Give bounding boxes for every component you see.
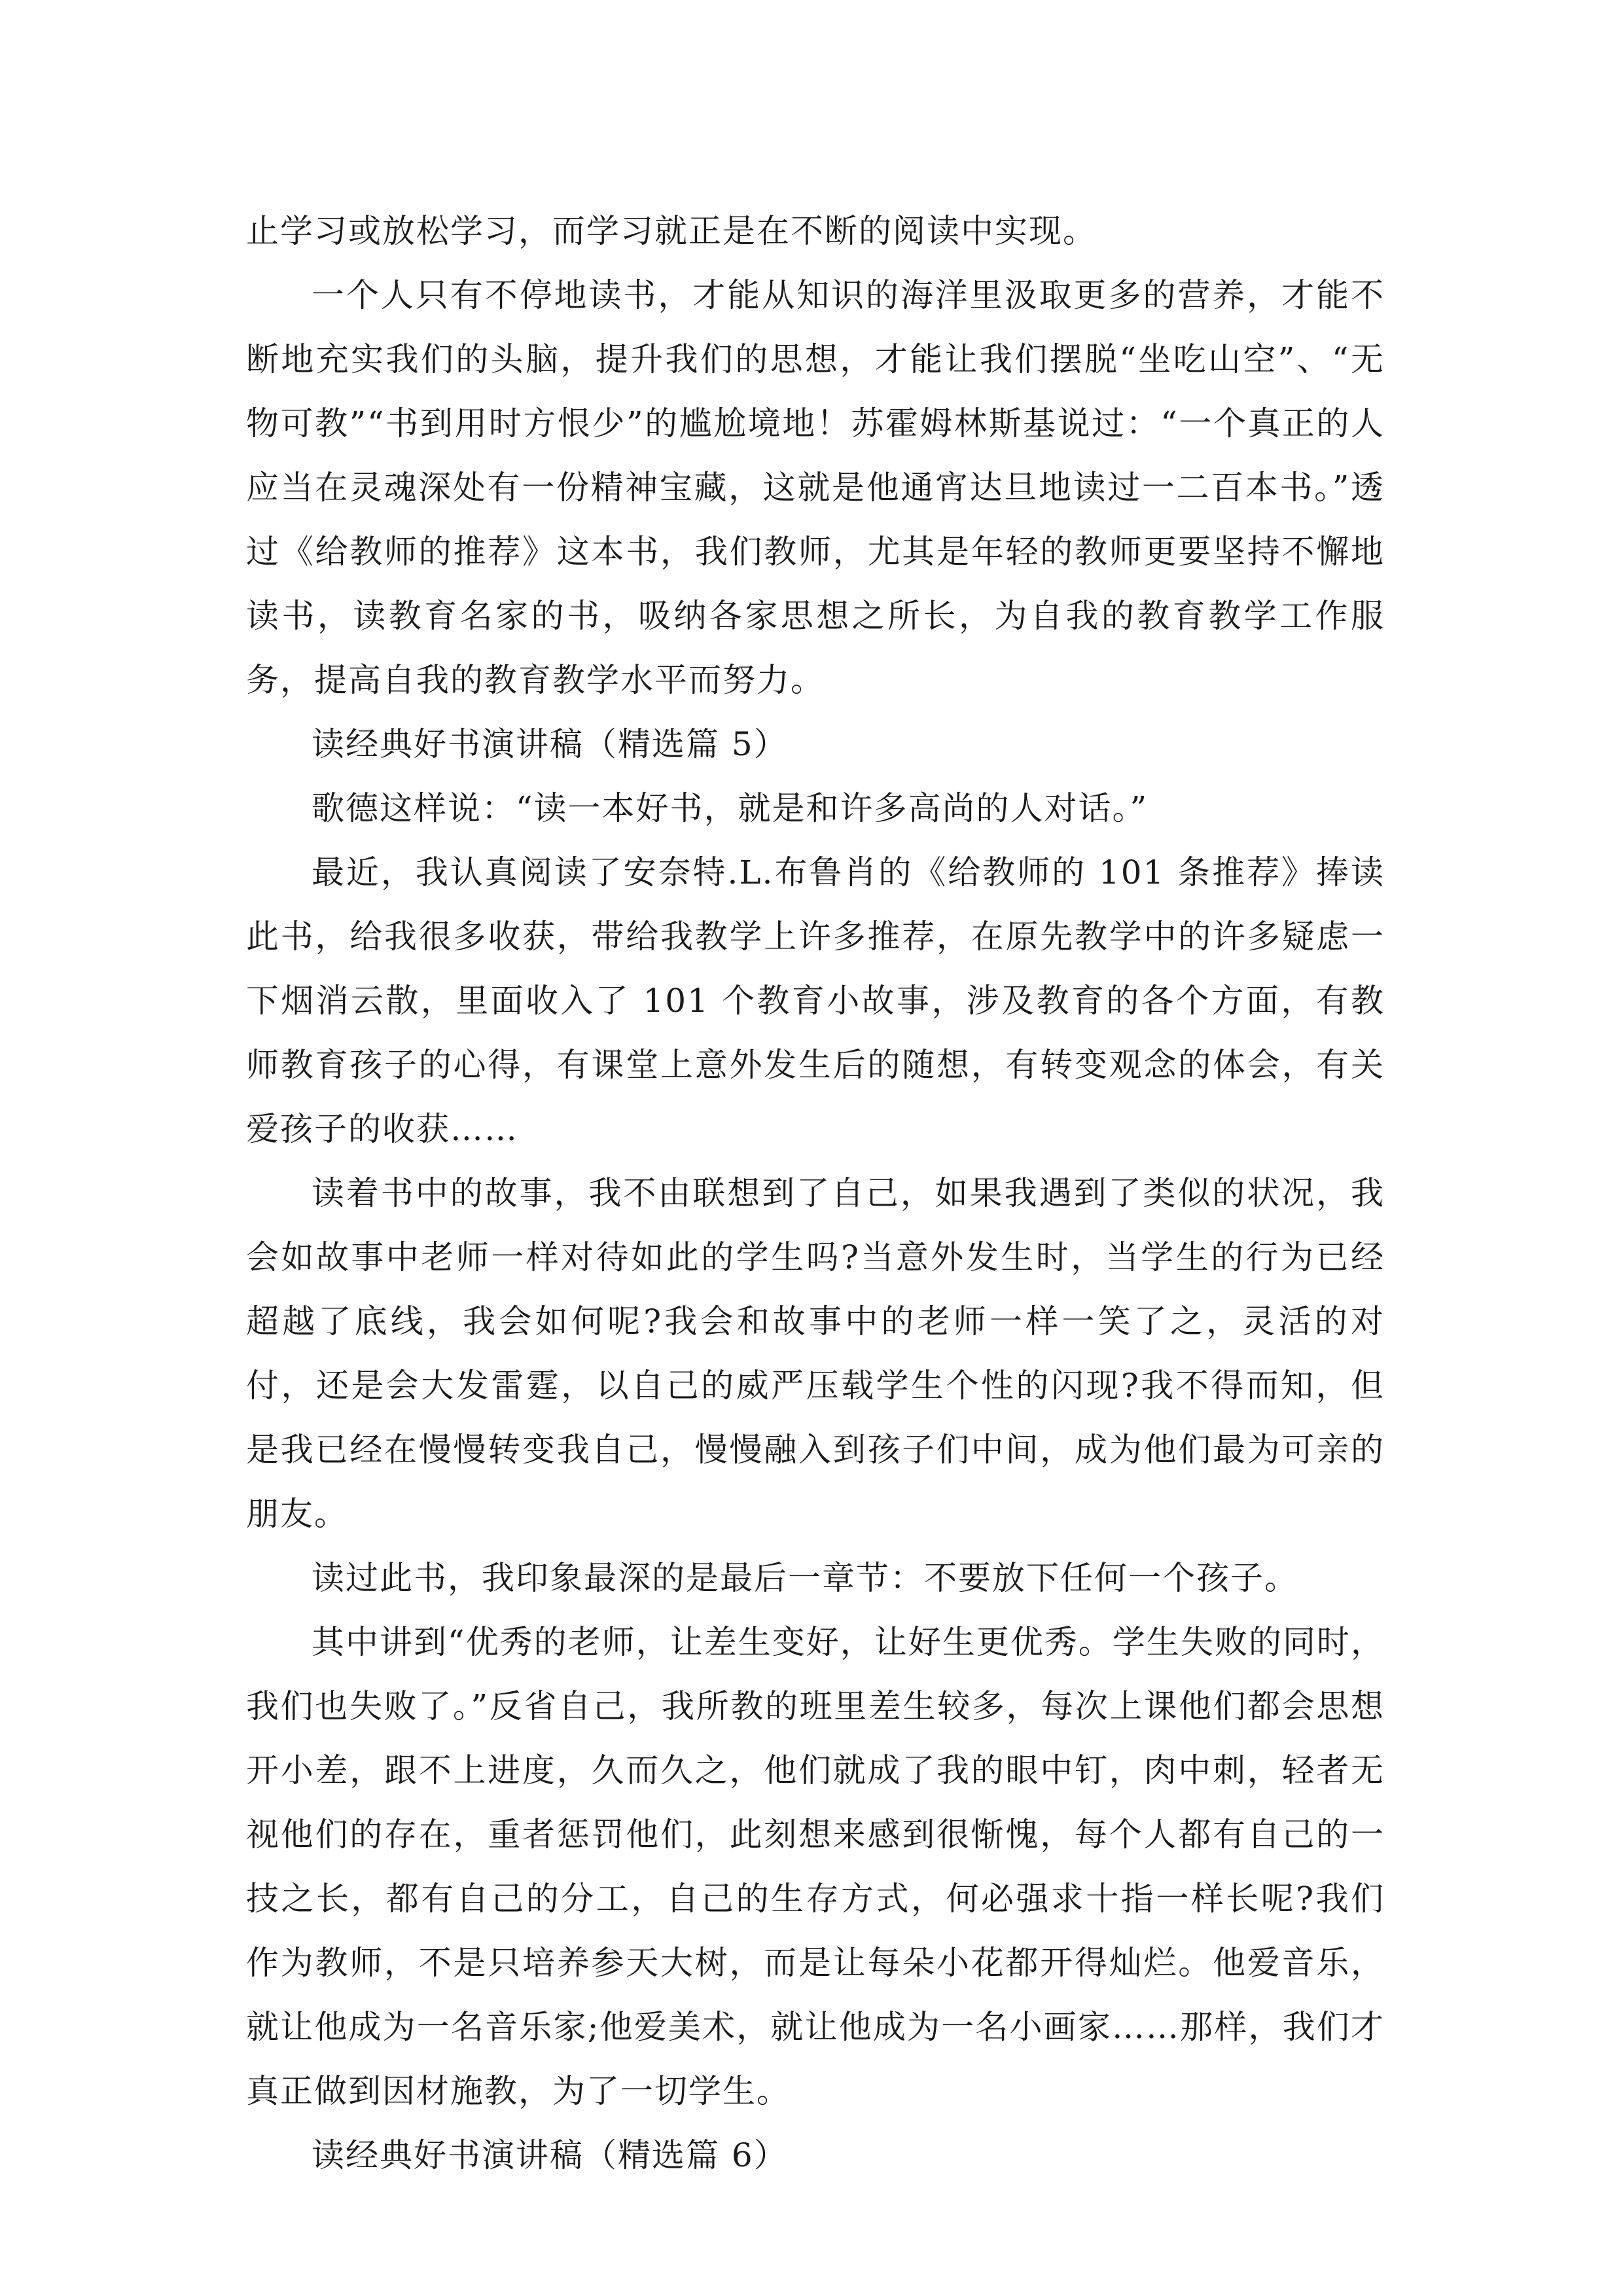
paragraph-book-reading: 最近，我认真阅读了安奈特.L.布鲁肖的《给教师的 101 条推荐》捧读此书，给我很多收获，带给我教学上许多推荐，在原先教学中的许多疑虑一下烟消云散，里面收入了 101 个教育小故事，涉及教育的各个方面，有教师教育孩子的心得，有课堂上意外发生后的随想，有转变观念的体会，有关爱孩子的收获…… xyxy=(246,853,1385,1148)
paragraph-last-chapter: 读过此书，我印象最深的是最后一章节：不要放下任何一个孩子。 xyxy=(312,1559,1298,1597)
section-heading-5: 读经典好书演讲稿（精选篇 5） xyxy=(312,725,788,763)
paragraph-reflection: 读着书中的故事，我不由联想到了自己，如果我遇到了类似的状况，我会如故事中老师一样对待如此的学生吗?当意外发生时，当学生的行为已经超越了底线，我会如何呢?我会和故事中的老师一样一笑了之，灵活的对付，还是会大发雷霆，以自己的威严压载学生个性的闪现?我不得而知，但是我已经在慢慢转变我自己，慢慢融入到孩子们中间，成为他们最为可亲的朋友。 xyxy=(246,1174,1385,1533)
paragraph-continuation: 止学习或放松学习，而学习就正是在不断的阅读中实现。 xyxy=(246,212,1097,250)
paragraph-reading-importance: 一个人只有不停地读书，才能从知识的海洋里汲取更多的营养，才能不断地充实我们的头脑，提升我们的思想，才能让我们摆脱“坐吃山空”、“无物可教”“书到用时方恨少”的尴尬境地！苏霍姆林斯基说过：“一个真正的人应当在灵魂深处有一份精神宝藏，这就是他通宵达旦地读过一二百本书。”透过《给教师的推荐》这本书，我们教师，尤其是年轻的教师更要坚持不懈地读书，读教育名家的书，吸纳各家思想之所长，为自我的教育教学工作服务，提高自我的教育教学水平而努力。 xyxy=(246,276,1385,699)
paragraph-excellent-teacher: 其中讲到“优秀的老师，让差生变好，让好生更优秀。学生失败的同时，我们也失败了。”反省自己，我所教的班里差生较多，每次上课他们都会思想开小差，跟不上进度，久而久之，他们就成了我的眼中钉，肉中刺，轻者无视他们的存在，重者惩罚他们，此刻想来感到很惭愧，每个人都有自己的一技之长，都有自己的分工，自己的生存方式，何必强求十指一样长呢?我们作为教师，不是只培养参天大树，而是让每朵小花都开得灿烂。他爱音乐，就让他成为一名音乐家;他爱美术，就让他成为一名小画家……那样，我们才真正做到因材施教，为了一切学生。 xyxy=(246,1623,1385,2110)
paragraph-goethe-quote: 歌德这样说：“读一本好书，就是和许多高尚的人对话。” xyxy=(312,789,1149,827)
document-body xyxy=(246,199,1385,2187)
section-heading-6: 读经典好书演讲稿（精选篇 6） xyxy=(312,2136,788,2174)
